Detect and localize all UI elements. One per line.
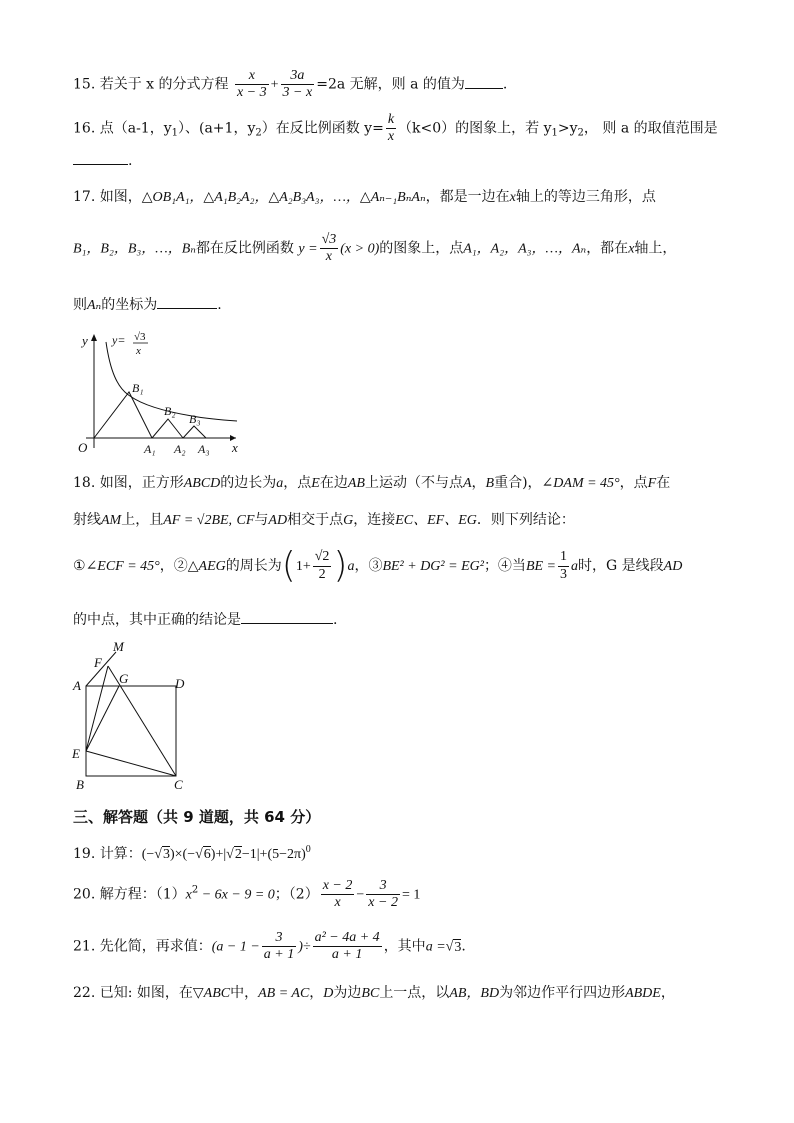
question-number: 22. <box>73 985 96 1001</box>
point: F <box>647 476 657 491</box>
question-17-line3 <box>73 296 222 313</box>
fraction: $\frac{x - 2}{x}$ <box>322 878 353 911</box>
question-text: ；（2） <box>274 886 319 903</box>
point: D <box>323 986 334 1001</box>
fraction: $\frac{\text{a² − 4a + 4}}{a + 1}$ <box>314 930 380 963</box>
point-list: B₁，B₂，B₃，…，Bₙ <box>73 241 196 257</box>
segment: BC <box>361 986 380 1001</box>
question-17 <box>73 190 656 205</box>
subscript: 1 <box>551 127 558 139</box>
point-e-label: E <box>72 746 80 761</box>
exponent: 0 <box>305 844 311 855</box>
question-text: 先化简，再求值： <box>99 938 212 955</box>
segment-ef <box>86 666 108 751</box>
conclusion-4-mark: ；④当 <box>483 558 526 574</box>
question-text: 为邻边作平行四边形 <box>499 985 626 1001</box>
question-text: 的中点，其中正确的结论是 <box>73 612 241 628</box>
segment-eg <box>86 686 119 751</box>
point-an: Aₙ <box>87 298 102 313</box>
point-g-label: G <box>119 671 129 686</box>
variable: a <box>347 559 355 574</box>
question-21 <box>73 930 466 963</box>
question-text: 如图， <box>99 189 142 205</box>
question-text: ，其中 <box>383 938 426 955</box>
variable: a <box>571 559 578 574</box>
period: . <box>128 153 133 169</box>
expr: )÷ <box>298 939 311 955</box>
question-text: ， <box>471 475 486 491</box>
point: E <box>311 476 320 491</box>
period: . <box>217 297 222 313</box>
conclusion-4: BE = <box>525 559 556 574</box>
question-text: ）、(a+1，y <box>178 120 256 137</box>
sqrt: √3 <box>445 939 462 955</box>
point: B <box>485 476 495 491</box>
question-16-answer-line <box>73 152 132 168</box>
point-b1-label: B₁ <box>132 381 144 395</box>
y-axis-arrow <box>91 334 97 341</box>
period: . <box>502 76 508 93</box>
question-text: 上运动（不与点 <box>364 475 463 491</box>
question-16 <box>73 112 718 145</box>
question-text: （k<0）的图象上，若 y <box>398 120 552 137</box>
operator: − <box>356 887 365 903</box>
point-b2-label: B₂ <box>164 404 176 418</box>
question-17-line2 <box>73 232 676 265</box>
domain-condition: (x > 0) <box>340 241 380 257</box>
paren-open: ( <box>281 545 296 586</box>
equation: AF = √2BE, <box>163 513 233 528</box>
question-text: 射线 <box>73 512 101 528</box>
subscript: 1 <box>171 127 178 139</box>
section-heading: 三、解答题（共 9 道题，共 64 分） <box>73 808 321 826</box>
question-text: ，点 <box>283 475 312 491</box>
triangle: ▽ABC <box>192 986 231 1001</box>
triangle-1 <box>94 392 152 438</box>
question-number: 20. <box>73 886 96 903</box>
segment: AB <box>347 476 365 491</box>
fraction: $\frac{k}{x}$ <box>387 112 395 145</box>
question-text: >y <box>557 120 578 137</box>
question-text: 中， <box>230 985 259 1001</box>
question-text: 轴上， <box>634 240 677 257</box>
operator: + <box>270 77 279 93</box>
question-number: 21. <box>73 938 96 955</box>
point-a1-label: A₁ <box>144 442 156 456</box>
figure-18-square <box>68 638 198 793</box>
question-text: 的边长为 <box>220 475 277 491</box>
question-text: =2a 无解，则 a 的值为 <box>316 76 465 93</box>
question-text: 如图，正方形 <box>99 475 184 491</box>
curve-label-num: √3 <box>134 331 146 343</box>
point-a3-label: A₃ <box>198 442 210 456</box>
question-text: 的坐标为 <box>101 297 158 313</box>
question-18-line4 <box>73 611 337 627</box>
question-18-line2 <box>73 513 575 528</box>
question-text: 点（a-1，y <box>99 120 172 137</box>
question-20: 20. 解方程：$(1)x^2 - 6x - 9 = 0$；（2） $\frac{x - 2}{x}$ − $\frac{3}{x - 2}$ = 1 <box>73 878 421 911</box>
question-text: ，连接 <box>353 512 396 528</box>
question-text: ，点 <box>619 475 648 491</box>
triangle-2 <box>152 419 183 438</box>
segments: EC、EF、EG <box>395 513 477 528</box>
question-text: 都在反比例函数 <box>195 240 294 257</box>
answer-blank[interactable] <box>73 152 128 165</box>
sqrt: √2 <box>226 847 242 862</box>
expr: 1+ <box>295 559 311 574</box>
point-a-label: A <box>73 678 81 693</box>
period: . <box>461 938 466 955</box>
question-text: ．则下列结论： <box>476 512 575 528</box>
function-lhs: y = <box>298 241 318 257</box>
expr: (a − 1 − <box>211 939 260 955</box>
expr: )+| <box>210 847 227 862</box>
question-15 <box>73 68 507 101</box>
point-b-label: B <box>76 777 84 792</box>
question-19 <box>73 845 311 862</box>
segment: CF <box>236 513 255 528</box>
answer-blank[interactable] <box>241 611 333 624</box>
question-text: 时，G 是线段 <box>578 558 664 574</box>
question-text: 轴上的等边三角形，点 <box>515 189 656 205</box>
fraction: $\frac{x}{x - 3}$ <box>236 68 267 101</box>
question-text: 与 <box>254 512 269 528</box>
parallelogram-name: ABDE <box>625 986 661 1001</box>
conclusion-3: BE² + DG² = EG² <box>382 559 484 574</box>
question-number: 16. <box>73 120 96 137</box>
variable: a <box>276 476 284 491</box>
fraction: $\frac{1}{3}$ <box>560 549 567 582</box>
question-text: 上一点，以 <box>379 985 450 1001</box>
segments: AB，BD <box>449 986 500 1001</box>
question-text: 的图象上，点 <box>379 240 464 257</box>
question-text: 重合)， <box>494 475 542 491</box>
ray: AM <box>101 513 122 528</box>
question-text: 则 <box>73 297 87 313</box>
square-name: ABCD <box>183 476 221 491</box>
conclusion-2: △AEG <box>187 559 226 574</box>
question-number: 15. <box>73 76 96 93</box>
fraction: $\frac{3}{x - 2}$ <box>368 878 398 911</box>
segment: AD <box>663 559 683 574</box>
question-text: ， 则 a 的取值范围是 <box>583 120 718 137</box>
segment: AD <box>268 513 288 528</box>
expr: −1|+(5−2π) <box>241 847 306 862</box>
angle-expr: ∠DAM = 45° <box>541 476 620 491</box>
fraction: $\frac{√3}{x}$ <box>321 232 337 265</box>
question-text: 上，且 <box>121 512 164 528</box>
question-18 <box>73 476 670 491</box>
expr: )×(− <box>169 847 196 862</box>
question-text: 计算： <box>99 846 142 862</box>
fraction: $\frac{√2}{2}$ <box>314 549 330 582</box>
curve-label-den: x <box>136 345 141 357</box>
variable: x <box>628 241 635 257</box>
point-d-label: D <box>175 676 185 691</box>
subscript: 2 <box>255 127 262 139</box>
expr: a = <box>425 939 446 955</box>
question-text: 在 <box>656 475 671 491</box>
question-text: 已知: 如图，在 <box>99 985 193 1001</box>
question-number: 18. <box>73 475 96 491</box>
question-number: 19. <box>73 846 96 862</box>
y-axis-label: y <box>82 333 88 348</box>
conclusion-1: ∠ECF = 45° <box>85 559 160 574</box>
point-a2-label: A₂ <box>174 442 186 456</box>
sqrt: √3 <box>154 847 170 862</box>
question-22 <box>73 986 675 1001</box>
fraction: $\frac{3}{a + 1}$ <box>263 930 295 963</box>
question-text: 为边 <box>333 985 362 1001</box>
answer-blank[interactable] <box>157 296 217 309</box>
point-m-label: M <box>113 639 124 654</box>
variable: x <box>509 190 516 205</box>
triangle-list: △OB₁A₁，△A₁B₂A₂，△A₂B₃A₃，…，△Aₙ₋₁BₙAₙ <box>141 190 426 205</box>
question-number: 17. <box>73 189 96 205</box>
subscript: 2 <box>577 127 584 139</box>
point-f-label: F <box>94 655 102 670</box>
point-list: A₁，A₂，A₃，…，Aₙ <box>463 241 587 257</box>
conclusion-1-mark: ① <box>73 558 86 574</box>
origin-label: O <box>78 440 88 455</box>
sqrt: √6 <box>195 847 211 862</box>
answer-blank[interactable] <box>465 76 503 89</box>
period: . <box>333 612 338 628</box>
variable: x <box>185 887 192 903</box>
question-text: 若关于 x 的分式方程 <box>99 76 229 93</box>
question-text: ， <box>309 985 324 1001</box>
point: A <box>462 476 472 491</box>
equation-1: − 6x − 9 = 0 <box>198 887 275 903</box>
curve-label: y= <box>112 333 126 347</box>
point-b3-label: B₃ <box>189 412 201 426</box>
question-text: 解方程：（1） <box>99 886 186 903</box>
triangle-3 <box>183 426 206 438</box>
question-text: 在边 <box>319 475 348 491</box>
conclusion-2-mark: ，② <box>159 558 188 574</box>
question-text: 的周长为 <box>225 558 282 574</box>
equation: AB = AC <box>258 986 310 1001</box>
question-text: ）在反比例函数 y= <box>261 120 384 137</box>
x-axis-label: x <box>232 440 238 455</box>
question-text: ，都是一边在 <box>425 189 510 205</box>
question-text: ，都在 <box>586 240 629 257</box>
figure-17-graph <box>72 330 252 460</box>
conclusion-3-mark: ，③ <box>354 558 383 574</box>
question-18-conclusions <box>73 545 683 586</box>
point-c-label: C <box>174 777 183 792</box>
equation-rhs: = 1 <box>401 887 421 903</box>
comma: ， <box>660 985 675 1001</box>
question-text: 相交于点 <box>287 512 344 528</box>
expr: (− <box>141 847 155 862</box>
paren-close: ) <box>333 545 348 586</box>
fraction: $\frac{3a}{3 - x}$ <box>282 68 313 101</box>
point: G <box>343 513 354 528</box>
